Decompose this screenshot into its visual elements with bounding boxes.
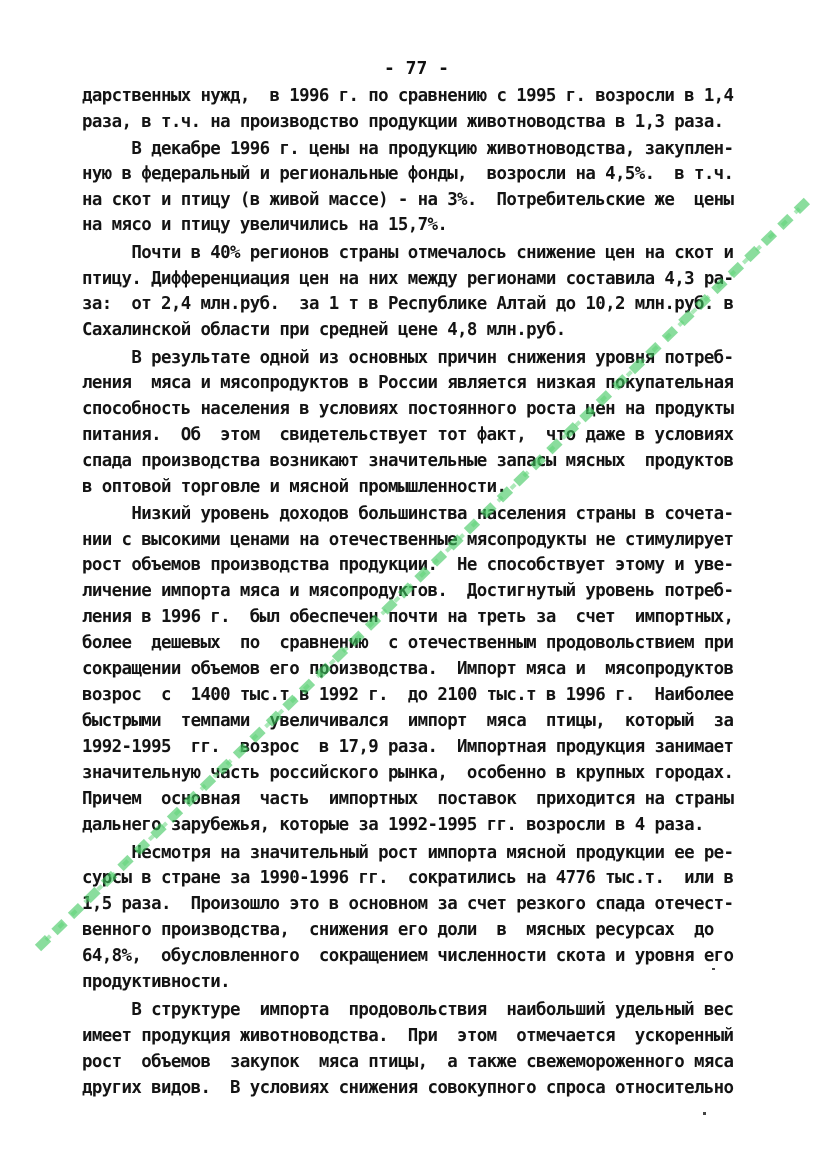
- text-line-35: продуктивности.: [82, 972, 231, 992]
- text-line-38: рост объемов закупок мяса птицы, а также свежемороженного мяса: [82, 1052, 734, 1072]
- text-line-29: дальнего зарубежья, которые за 1992-1995 гг. возросли в 4 раза.: [82, 815, 704, 835]
- text-line-22: более дешевых по сравнению с отечественным продовольствием при: [82, 633, 734, 653]
- page-number: - 77 -: [383, 58, 450, 79]
- text-line-15: спада производства возникают значительные запасы мясных продуктов: [82, 451, 734, 471]
- text-line-33: венного производства, снижения его доли в мясных ресурсах до: [82, 920, 714, 940]
- text-line-31: сурсы в стране за 1990-1996 гг. сократились на 4776 тыс.т. или в: [82, 868, 734, 888]
- text-line-5: на скот и птицу (в живой массе) - на 3%. Потребительские же цены: [82, 190, 734, 210]
- text-line-30: Несмотря на значительный рост импорта мясной продукции ее ре-: [82, 843, 734, 863]
- text-line-4: ную в федеральный и региональные фонды, возросли на 4,5%. в т.ч.: [82, 164, 734, 184]
- text-line-39: других видов. В условиях снижения совокупного спроса относительно: [82, 1078, 734, 1098]
- text-line-20: личение импорта мяса и мясопродуктов. Достигнутый уровень потреб-: [82, 581, 734, 601]
- text-line-25: быстрыми темпами увеличивался импорт мяса птицы, который за: [82, 711, 734, 731]
- text-line-23: сокращении объемов его производства. Импорт мяса и мясопродуктов: [82, 659, 734, 679]
- text-line-17: Низкий уровень доходов большинства населения страны в сочета-: [82, 504, 734, 524]
- text-line-2: раза, в т.ч. на производство продукции животноводства в 1,3 раза.: [82, 112, 724, 132]
- text-line-18: нии с высокими ценами на отечественные мясопродукты не стимулирует: [82, 530, 734, 550]
- text-line-1: дарственных нужд, в 1996 г. по сравнению с 1995 г. возросли в 1,4: [82, 86, 734, 106]
- text-line-21: ления в 1996 г. был обеспечен почти на треть за счет импортных,: [82, 607, 734, 627]
- text-line-16: в оптовой торговле и мясной промышленности.: [82, 477, 507, 497]
- text-line-27: значительную часть российского рынка, особенно в крупных городах.: [82, 763, 734, 783]
- speck-mark: [712, 968, 715, 970]
- text-line-36: В структуре импорта продовольствия наибольший удельный вес: [82, 1000, 734, 1020]
- text-line-3: В декабре 1996 г. цены на продукцию животноводства, закуплен-: [82, 139, 734, 159]
- text-line-6: на мясо и птицу увеличились на 15,7%.: [82, 215, 448, 235]
- text-line-7: Почти в 40% регионов страны отмечалось снижение цен на скот и: [82, 243, 734, 263]
- text-line-28: Причем основная часть импортных поставок приходится на страны: [82, 789, 734, 809]
- text-line-12: ления мяса и мясопродуктов в России является низкая покупательная: [82, 373, 734, 393]
- text-line-26: 1992-1995 гг. возрос в 17,9 раза. Импортная продукция занимает: [82, 737, 734, 757]
- text-line-34: 64,8%, обусловленного сокращением численности скота и уровня его: [82, 946, 734, 966]
- text-line-9: за: от 2,4 млн.руб. за 1 т в Республике Алтай до 10,2 млн.руб. в: [82, 294, 734, 314]
- text-line-19: рост объемов производства продукции. Не способствует этому и уве-: [82, 555, 734, 575]
- text-line-13: способность населения в условиях постоянного роста цен на продукты: [82, 399, 734, 419]
- text-line-10: Сахалинской области при средней цене 4,8 млн.руб.: [82, 320, 566, 340]
- text-line-8: птицу. Дифференциация цен на них между регионами составила 4,3 ра-: [82, 269, 734, 289]
- text-line-11: В результате одной из основных причин снижения уровня потреб-: [82, 348, 734, 368]
- speck-mark: [703, 1112, 706, 1115]
- text-line-24: возрос с 1400 тыс.т в 1992 г. до 2100 тыс.т в 1996 г. Наиболее: [82, 685, 734, 705]
- text-line-37: имеет продукция животноводства. При этом отмечается ускоренный: [82, 1026, 734, 1046]
- text-line-32: 1,5 раза. Произошло это в основном за счет резкого спада отечест-: [82, 894, 734, 914]
- text-line-14: питания. Об этом свидетельствует тот факт, что даже в условиях: [82, 425, 734, 445]
